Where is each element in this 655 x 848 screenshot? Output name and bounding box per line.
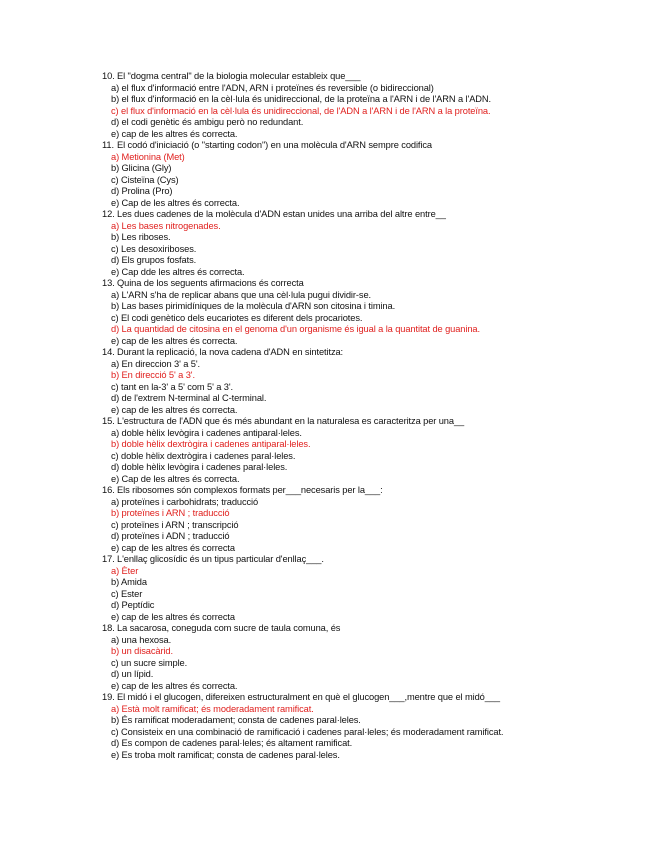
answer-option: a) el flux d'informació entre l'ADN, ARN i proteïnes és reversible (o bidireccional) [111,82,434,93]
answer-option: a) En direccion 3' a 5'. [111,358,201,369]
question-text: Les dues cadenes de la molècula d'ADN estan unides una arriba del altre entre__ [117,209,446,219]
answer-option: a) proteïnes i carbohidrats; traducció [111,496,259,507]
answer-option: b) el flux d'informació en la cèl·lula és unidireccional, de la proteïna a l'ARN i de l'ARN a l'ADN. [111,94,492,104]
answer-option: d) Prolina (Pro) [111,186,173,196]
question-text: Quina de los seguents afirmacions és correcta [117,278,304,288]
answer-option: e) cap de les altres és correcta [111,611,235,622]
answer-option-correct: b) doble hèlix dextrògira i cadenes antiparal·leles. [111,439,311,449]
question-block [102,209,632,278]
question-line [102,485,632,497]
question-line [102,623,632,635]
question-block [102,416,632,485]
question-block [102,71,632,140]
answer-option: e) cap de les altres és correcta. [111,128,238,139]
answer-option-correct: b) un disacàrid. [111,646,173,656]
answer-option: c) tant en la-3' a 5' com 5' a 3'. [111,381,234,392]
answer-option: c) El codi genètico dels eucariotes es diferent dels procariotes. [111,312,363,323]
question-number: 18. [102,623,115,633]
answer-option: b) Las bases pirimidíniques de la molècula d'ARN son citosina i timina. [111,301,396,311]
answer-option: b) És ramificat moderadament; consta de cadenes paral·leles. [111,715,361,725]
answer-option-correct: b) En direcció 5' a 3'. [111,370,195,380]
answer-option: d) de l'extrem N-terminal al C-terminal. [111,393,267,403]
answer-option: c) Ester [111,588,143,599]
question-number: 13. [102,278,115,288]
answer-option: c) Les desoxiriboses. [111,243,197,254]
answer-option: c) doble hèlix dextrògira i cadenes paral·leles. [111,450,296,461]
answer-option: a) una hexosa. [111,634,172,645]
answer-option-correct: c) el flux d'informació en la cèl·lula és unidireccional, de l'ADN a l'ARN i de l'ARN a la proteïna. [111,105,491,116]
answer-option: d) Peptídic [111,600,155,610]
question-number: 10. [102,71,115,81]
question-line [102,347,632,359]
answer-option: e) cap de les altres és correcta. [111,680,238,691]
question-number: 11. [102,140,114,150]
question-number: 14. [102,347,115,357]
question-line [102,416,632,428]
answer-option: a) doble hèlix levògira i cadenes antiparal·leles. [111,427,302,438]
question-line [102,71,632,83]
question-line [102,140,632,152]
question-number: 15. [102,416,115,426]
question-line [102,554,632,566]
answer-option-correct: b) proteïnes i ARN ; traducció [111,508,230,518]
answer-option: c) Cisteïna (Cys) [111,174,179,185]
answer-option: e) cap de les altres és correcta [111,542,235,553]
question-text: El midó i el glucogen, difereixen estructuralment en què el glucogen___,mentre que el midó___ [117,692,500,702]
question-block [102,347,632,416]
answer-option: e) Es troba molt ramificat; consta de cadenes paral·leles. [111,749,340,760]
question-text: El codó d'iniciació (o "starting codon") en una molècula d'ARN sempre codifica [117,140,432,150]
question-number: 12. [102,209,115,219]
question-line [102,692,632,704]
question-block [102,485,632,554]
answer-option: e) Cap dde les altres és correcta. [111,266,245,277]
answer-option: d) un lípid. [111,669,154,679]
question-text: La sacarosa, coneguda com sucre de taula comuna, és [117,623,341,633]
answer-option: a) L'ARN s'ha de replicar abans que una cèl·lula pugui dividir-se. [111,289,371,300]
question-text: El "dogma central" de la biologia molecular estableix que___ [117,71,361,81]
answer-option-correct: a) Èter [111,565,139,576]
answer-option-correct: a) Està molt ramificat; és moderadament ramificat. [111,703,314,714]
answer-option: b) Glicina (Gly) [111,163,172,173]
answer-option: e) cap de les altres és correcta. [111,404,238,415]
question-number: 19. [102,692,115,702]
answer-option: b) Amida [111,577,147,587]
answer-option: e) Cap de les altres és correcta. [111,473,240,484]
answer-option: d) Es compon de cadenes paral·leles; és altament ramificat. [111,738,353,748]
answer-option: d) Els grupos fosfats. [111,255,197,265]
answer-option: d) el codi genètic és ambigu però no redundant. [111,117,304,127]
answer-option: c) proteïnes i ARN ; transcripció [111,519,239,530]
answer-option-correct: a) Metionina (Met) [111,151,185,162]
question-text: Durant la replicació, la nova cadena d'ADN en sintetitza: [117,347,344,357]
answer-option: d) doble hèlix levògira i cadenes paral·leles. [111,462,288,472]
question-text: Els ribosomes són complexos formats per___necesaris per la___: [117,485,383,495]
answer-option: e) Cap de les altres és correcta. [111,197,240,208]
question-block [102,140,632,209]
question-block [102,554,632,623]
answer-option-correct: a) Les bases nitrogenades. [111,220,221,231]
answer-option: e) cap de les altres és correcta. [111,335,238,346]
question-line [102,209,632,221]
question-block [102,692,632,761]
answer-option: c) Consisteix en una combinació de ramificació i cadenes paral·leles; és moderadament ramificat. [111,726,504,737]
answer-option: b) Les riboses. [111,232,171,242]
question-number: 17. [102,554,115,564]
question-block [102,278,632,347]
question-text: L'enllaç glicosídic és un tipus particular d'enllaç___. [117,554,324,564]
answer-option: d) proteïnes i ADN ; traducció [111,531,230,541]
question-line [102,278,632,290]
question-text: L'estructura de l'ADN que és més abundant en la naturalesa es caracteritza per una__ [117,416,465,426]
question-block [102,623,632,692]
question-number: 16. [102,485,115,495]
answer-option-correct: d) La quantidad de citosina en el genoma d'un organisme és igual a la quantitat de guanina. [111,324,480,334]
question-list [102,71,632,761]
answer-option: c) un sucre simple. [111,657,188,668]
